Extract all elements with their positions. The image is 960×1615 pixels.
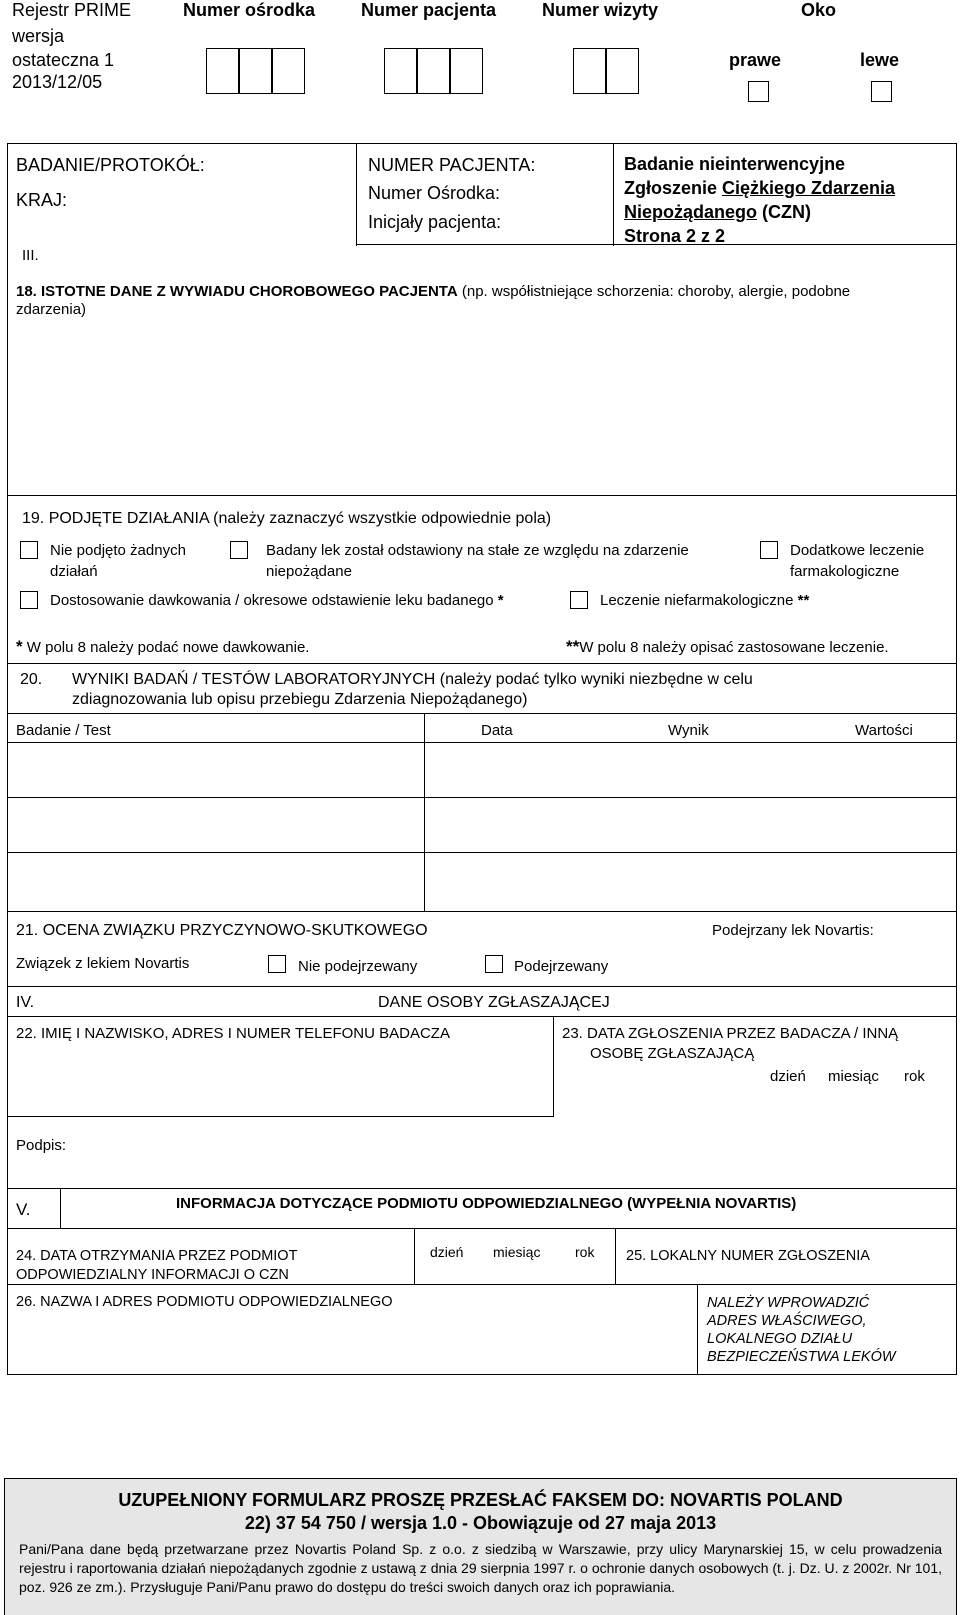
asterisk: * bbox=[16, 637, 23, 656]
dose-adjustment-text: Dostosowanie dawkowania / okresowe odstawienie leku badanego bbox=[50, 592, 494, 609]
note-dosage-text: W polu 8 należy podać nowe dawkowanie. bbox=[22, 639, 310, 656]
receipt-year-label: rok bbox=[575, 1244, 595, 1260]
center-number-digit[interactable] bbox=[206, 48, 239, 94]
divider bbox=[414, 1228, 415, 1284]
section-iv-title: DANE OSOBY ZGŁASZAJĄCEJ bbox=[378, 994, 610, 1011]
note-line: BEZPIECZEŃSTWA LEKÓW bbox=[707, 1349, 896, 1365]
additional-treatment-label-cont: farmakologiczne bbox=[790, 563, 900, 580]
col-header-date: Data bbox=[481, 722, 513, 739]
eye-label: Oko bbox=[801, 0, 837, 20]
report-title-part: Ciężkiego Zdarzenia bbox=[722, 178, 896, 198]
item-24-label: 24. DATA OTRZYMANIA PRZEZ PODMIOT bbox=[16, 1248, 298, 1264]
report-title-part: Niepożądanego bbox=[624, 202, 758, 222]
footer-box bbox=[4, 1478, 957, 1615]
study-type-label: Badanie nieinterwencyjne bbox=[624, 154, 846, 174]
footer-version-line: 22) 37 54 750 / wersja 1.0 - Obowiązuje od 27 maja 2013 bbox=[244, 1513, 717, 1533]
receipt-day-label: dzień bbox=[430, 1244, 464, 1260]
additional-treatment-checkbox[interactable] bbox=[760, 541, 778, 559]
lab-data-cell[interactable] bbox=[428, 800, 954, 850]
drug-withdrawn-checkbox[interactable] bbox=[230, 541, 248, 559]
asterisk: ** bbox=[566, 637, 580, 656]
dose-adjustment-checkbox[interactable] bbox=[20, 591, 38, 609]
divider bbox=[7, 852, 957, 853]
col-header-result: Wynik bbox=[668, 722, 709, 739]
signature-label: Podpis: bbox=[16, 1137, 67, 1154]
study-protocol-label: BADANIE/PROTOKÓŁ: bbox=[16, 155, 205, 175]
visit-number-digit[interactable] bbox=[606, 48, 639, 94]
initials-label: Inicjały pacjenta: bbox=[368, 212, 502, 232]
relation-label: Związek z lekiem Novartis bbox=[16, 955, 190, 972]
divider bbox=[7, 1284, 957, 1285]
center-number-digit[interactable] bbox=[239, 48, 272, 94]
note-line: LOKALNEGO DZIAŁU bbox=[707, 1331, 853, 1347]
divider bbox=[613, 143, 614, 246]
footer-fax-line: UZUPEŁNIONY FORMULARZ PROSZĘ PRZESŁAĆ FAKSEM DO: NOVARTIS POLAND bbox=[118, 1490, 843, 1510]
report-title-part: (CZN) bbox=[757, 202, 811, 222]
dose-adjustment-label bbox=[50, 592, 504, 610]
lab-data-cell[interactable] bbox=[428, 745, 954, 795]
report-title-part: Zgłoszenie bbox=[624, 178, 723, 198]
non-drug-treatment-label bbox=[600, 592, 809, 610]
divider bbox=[697, 1284, 698, 1375]
asterisk: * bbox=[497, 592, 504, 609]
lab-data-cell[interactable] bbox=[428, 855, 954, 909]
patient-number-info-label: NUMER PACJENTA: bbox=[368, 155, 536, 175]
patient-number-digit[interactable] bbox=[417, 48, 450, 94]
no-action-checkbox[interactable] bbox=[20, 541, 38, 559]
receipt-month-label: miesiąc bbox=[493, 1244, 541, 1260]
footer-privacy-note: Pani/Pana dane będą przetwarzane przez Novartis Poland Sp. z o.o. z siedzibą w Warszawie, przy ulicy Marynarskiej 15, w celu prowadzenia rejestru i raportowania działań niepożądanych zgodnie z ustawą z dnia 29 sierpnia 1997 r. o ochronie danych osobowych (t. j. Dz. U. z 2002r. Nr 101, poz. 926 ze zm.). Przysługuje Pani/Panu prawo do dostępu do treści swoich danych oraz ich poprawiania. bbox=[19, 1541, 942, 1595]
asterisk: ** bbox=[797, 592, 810, 609]
section-iv-number: IV. bbox=[16, 994, 35, 1011]
divider bbox=[7, 1116, 554, 1117]
item-24-label-cont: ODPOWIEDZIALNY INFORMACJI O CZN bbox=[16, 1267, 289, 1283]
right-eye-checkbox[interactable] bbox=[748, 81, 769, 102]
note-line: ADRES WŁAŚCIWEGO, bbox=[707, 1313, 867, 1329]
registry-label: Rejestr PRIME bbox=[12, 0, 132, 20]
col-header-test: Badanie / Test bbox=[16, 722, 111, 739]
divider bbox=[7, 713, 957, 714]
not-suspected-checkbox[interactable] bbox=[268, 955, 286, 973]
divider bbox=[7, 911, 957, 912]
lab-test-cell[interactable] bbox=[10, 745, 422, 795]
divider bbox=[424, 713, 425, 911]
left-eye-label: lewe bbox=[860, 50, 900, 70]
item-22-label: 22. IMIĘ I NAZWISKO, ADRES I NUMER TELEFONU BADACZA bbox=[16, 1025, 450, 1042]
additional-treatment-label: Dodatkowe leczenie bbox=[790, 542, 925, 559]
medical-history-field[interactable] bbox=[16, 322, 946, 492]
note-dosage bbox=[16, 638, 309, 657]
report-day-label: dzień bbox=[770, 1068, 806, 1085]
suspected-drug-label: Podejrzany lek Novartis: bbox=[712, 922, 874, 939]
divider bbox=[553, 1016, 554, 1116]
item-18-cont: zdarzenia) bbox=[16, 301, 87, 318]
country-label: KRAJ: bbox=[16, 190, 68, 210]
item-23-label: 23. DATA ZGŁOSZENIA PRZEZ BADACZA / INNĄ bbox=[562, 1025, 899, 1042]
divider bbox=[7, 1188, 957, 1189]
section-v-title: INFORMACJA DOTYCZĄCE PODMIOTU ODPOWIEDZIALNEGO (WYPEŁNIA NOVARTIS) bbox=[176, 1195, 797, 1212]
note-treatment-text: W polu 8 należy opisać zastosowane leczenie. bbox=[579, 639, 889, 656]
version-final-label: ostateczna 1 bbox=[12, 50, 115, 70]
divider bbox=[7, 495, 957, 496]
visit-number-digit[interactable] bbox=[573, 48, 606, 94]
signature-field[interactable] bbox=[80, 1125, 950, 1185]
no-action-label-cont: działań bbox=[50, 563, 98, 580]
patient-number-label: Numer pacjenta bbox=[361, 0, 497, 20]
patient-number-digit[interactable] bbox=[384, 48, 417, 94]
divider bbox=[7, 742, 957, 743]
divider bbox=[60, 1188, 61, 1228]
item-19-title: 19. PODJĘTE DZIAŁANIA (należy zaznaczyć wszystkie odpowiednie pola) bbox=[22, 510, 552, 527]
report-title-line2 bbox=[624, 202, 811, 222]
note-line: NALEŻY WPROWADZIĆ bbox=[707, 1295, 870, 1311]
center-number-info-label: Numer Ośrodka: bbox=[368, 183, 501, 203]
item-20-title-cont: zdiagnozowania lub opisu przebiegu Zdarzenia Niepożądanego) bbox=[72, 691, 528, 708]
item-20-number: 20. bbox=[20, 671, 43, 688]
suspected-label: Podejrzewany bbox=[514, 958, 609, 975]
lab-test-cell[interactable] bbox=[10, 855, 422, 909]
col-header-values: Wartości bbox=[855, 722, 913, 739]
divider bbox=[7, 663, 957, 664]
report-title-line1 bbox=[624, 178, 895, 198]
page-indicator: Strona 2 z 2 bbox=[624, 226, 726, 246]
version-date: 2013/12/05 bbox=[12, 72, 103, 92]
report-year-label: rok bbox=[904, 1068, 925, 1085]
item-18-title: 18. ISTOTNE DANE Z WYWIADU CHOROBOWEGO PACJENTA bbox=[16, 283, 458, 300]
non-drug-treatment-text: Leczenie niefarmakologiczne bbox=[600, 592, 794, 609]
left-eye-checkbox[interactable] bbox=[871, 81, 892, 102]
item-20-title: WYNIKI BADAŃ / TESTÓW LABORATORYJNYCH (należy podać tylko wyniki niezbędne w celu bbox=[72, 671, 753, 688]
drug-withdrawn-label: Badany lek został odstawiony na stałe ze względu na zdarzenie bbox=[266, 542, 689, 559]
right-eye-label: prawe bbox=[729, 50, 782, 70]
divider bbox=[356, 143, 357, 246]
suspected-checkbox[interactable] bbox=[485, 955, 503, 973]
divider bbox=[7, 986, 957, 987]
no-action-label: Nie podjęto żadnych bbox=[50, 542, 186, 559]
center-number-digit[interactable] bbox=[272, 48, 305, 94]
drug-withdrawn-label-cont: niepożądane bbox=[266, 563, 352, 580]
non-drug-treatment-checkbox[interactable] bbox=[570, 591, 588, 609]
item-18-label bbox=[16, 283, 850, 301]
item-23-label-cont: OSOBĘ ZGŁASZAJĄCĄ bbox=[590, 1045, 755, 1062]
not-suspected-label: Nie podejrzewany bbox=[298, 958, 418, 975]
note-treatment bbox=[566, 638, 889, 657]
section-iii-number: III. bbox=[22, 247, 39, 264]
item-25-label: 25. LOKALNY NUMER ZGŁOSZENIA bbox=[626, 1248, 870, 1264]
section-v-number: V. bbox=[16, 1200, 31, 1219]
item-18-desc: (np. współistniejące schorzenia: choroby, alergie, podobne bbox=[457, 283, 851, 300]
divider bbox=[615, 1228, 616, 1284]
version-label: wersja bbox=[12, 26, 65, 46]
item-26-label: 26. NAZWA I ADRES PODMIOTU ODPOWIEDZIALNEGO bbox=[16, 1294, 393, 1310]
patient-number-digit[interactable] bbox=[450, 48, 483, 94]
center-number-label: Numer ośrodka bbox=[183, 0, 316, 20]
divider bbox=[7, 1228, 957, 1229]
visit-number-label: Numer wizyty bbox=[542, 0, 659, 20]
report-month-label: miesiąc bbox=[828, 1068, 879, 1085]
divider bbox=[7, 1016, 957, 1017]
divider bbox=[7, 797, 957, 798]
item-21-title: 21. OCENA ZWIĄZKU PRZYCZYNOWO-SKUTKOWEGO bbox=[16, 922, 428, 939]
lab-test-cell[interactable] bbox=[10, 800, 422, 850]
